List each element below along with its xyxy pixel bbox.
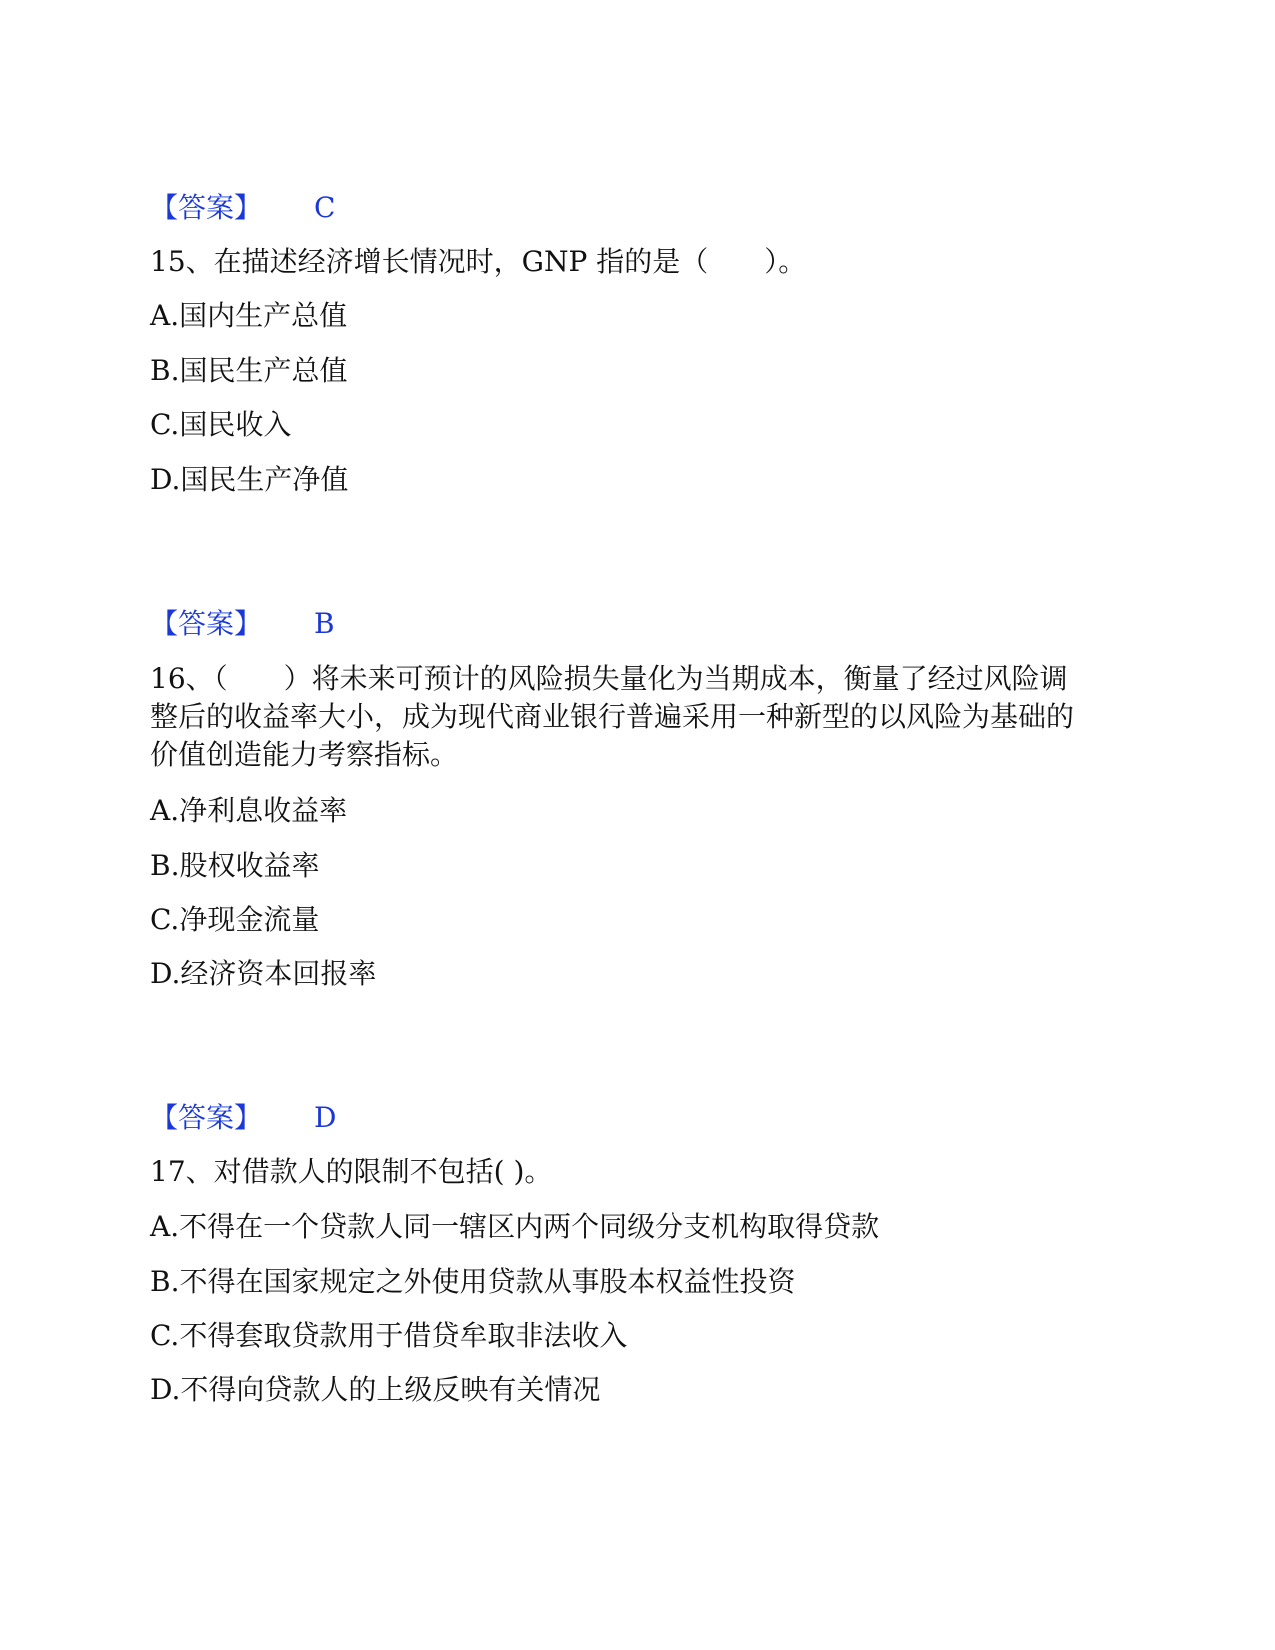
question-option: D.经济资本回报率 — [150, 957, 377, 990]
answer-line — [150, 604, 335, 644]
answer-label: 【答案】 — [150, 191, 263, 224]
answer-value: B — [314, 607, 335, 640]
question-option: A.不得在一个贷款人同一辖区内两个同级分支机构取得贷款 — [150, 1210, 880, 1243]
answer-label: 【答案】 — [150, 607, 263, 640]
question-option: C.净现金流量 — [150, 903, 320, 936]
question-option: B.股权收益率 — [150, 849, 320, 882]
answer-value: D — [314, 1101, 337, 1134]
question-stem-line: 16、（ ）将未来可预计的风险损失量化为当期成本，衡量了经过风险调 — [150, 662, 1068, 695]
question-option: B.不得在国家规定之外使用贷款从事股本权益性投资 — [150, 1265, 796, 1298]
question-option: D.不得向贷款人的上级反映有关情况 — [150, 1373, 601, 1406]
question-option: D.国民生产净值 — [150, 463, 349, 496]
answer-label: 【答案】 — [150, 1101, 263, 1134]
question-option: A.净利息收益率 — [150, 794, 348, 827]
answer-line — [150, 1098, 336, 1138]
question-option: B.国民生产总值 — [150, 354, 348, 387]
answer-value: C — [314, 191, 336, 224]
question-option: C.国民收入 — [150, 408, 292, 441]
question-stem-line: 价值创造能力考察指标。 — [150, 738, 459, 771]
question-stem: 17、对借款人的限制不包括( )。 — [150, 1155, 553, 1188]
answer-line — [150, 188, 335, 228]
question-option: C.不得套取贷款用于借贷牟取非法收入 — [150, 1319, 628, 1352]
question-stem-line: 整后的收益率大小，成为现代商业银行普遍采用一种新型的以风险为基础的 — [150, 700, 1075, 733]
question-stem: 15、在描述经济增长情况时，GNP 指的是（ ）。 — [150, 245, 807, 278]
question-option: A.国内生产总值 — [150, 299, 348, 332]
